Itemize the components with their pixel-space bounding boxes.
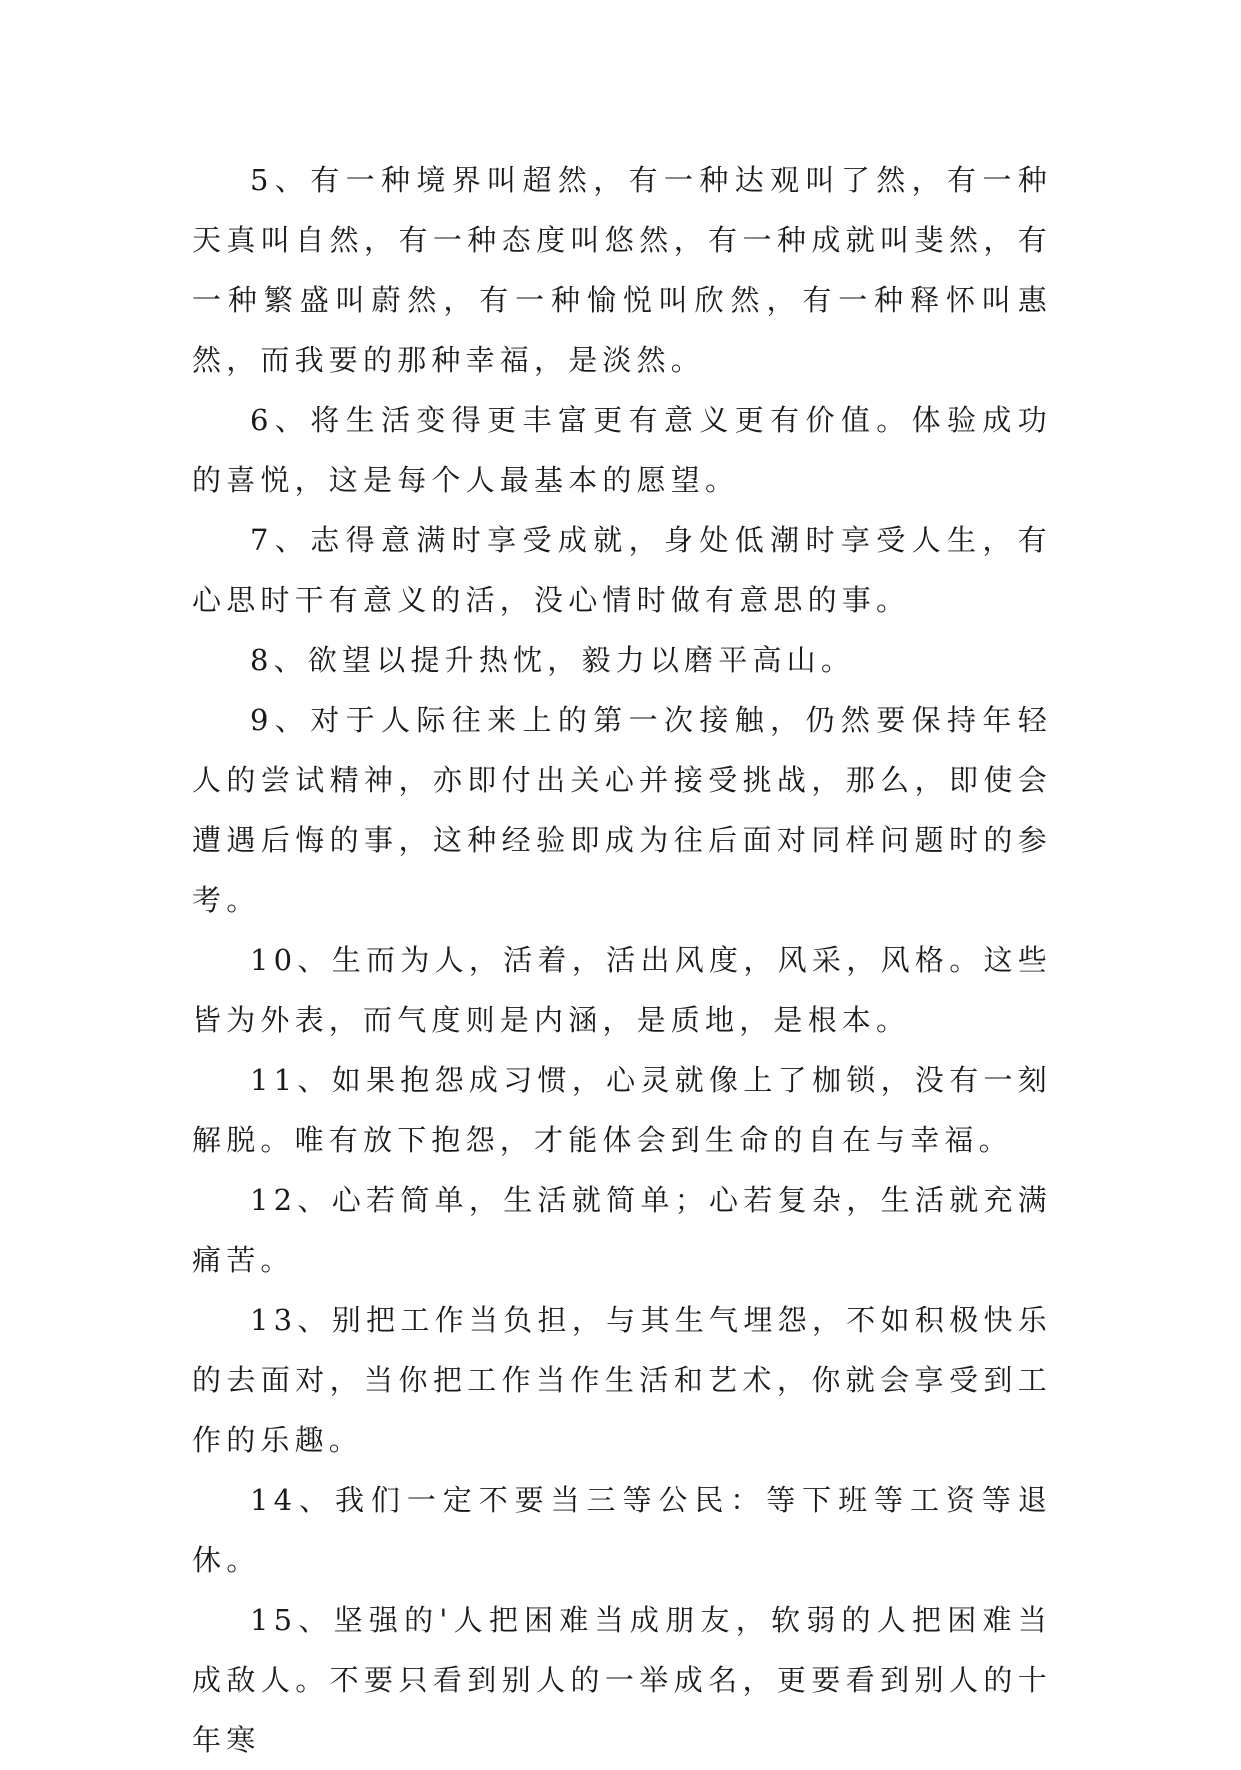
paragraph-9: 9、对于人际往来上的第一次接触，仍然要保持年轻人的尝试精神，亦即付出关心并接受挑战，那么，即使会遭遇后悔的事，这种经验即成为往后面对同样问题时的参考。 [192,703,1052,917]
paragraph-15: 15、坚强的'人把困难当成朋友，软弱的人把困难当成敌人。不要只看到别人的一举成名，更要看到别人的十年寒 [192,1603,1052,1757]
document-body [192,150,1052,1770]
paragraph-8: 8、欲望以提升热忱，毅力以磨平高山。 [250,643,856,677]
paragraph-5: 5、有一种境界叫超然，有一种达观叫了然，有一种天真叫自然，有一种态度叫悠然，有一种成就叫斐然，有一种繁盛叫蔚然，有一种愉悦叫欣然，有一种释怀叫惠然，而我要的那种幸福，是淡然。 [192,163,1052,377]
paragraph-14: 14、我们一定不要当三等公民：等下班等工资等退休。 [192,1483,1052,1577]
paragraph-10: 10、生而为人，活着，活出风度，风采，风格。这些皆为外表，而气度则是内涵，是质地，是根本。 [192,943,1052,1037]
paragraph-12: 12、心若简单，生活就简单；心若复杂，生活就充满痛苦。 [192,1183,1052,1277]
paragraph-13: 13、别把工作当负担，与其生气埋怨，不如积极快乐的去面对，当你把工作当作生活和艺术，你就会享受到工作的乐趣。 [192,1303,1052,1457]
paragraph-6: 6、将生活变得更丰富更有意义更有价值。体验成功的喜悦，这是每个人最基本的愿望。 [192,403,1052,497]
paragraph-11: 11、如果抱怨成习惯，心灵就像上了枷锁，没有一刻解脱。唯有放下抱怨，才能体会到生命的自在与幸福。 [192,1063,1052,1157]
paragraph-7: 7、志得意满时享受成就，身处低潮时享受人生，有心思时干有意义的活，没心情时做有意思的事。 [192,523,1052,617]
